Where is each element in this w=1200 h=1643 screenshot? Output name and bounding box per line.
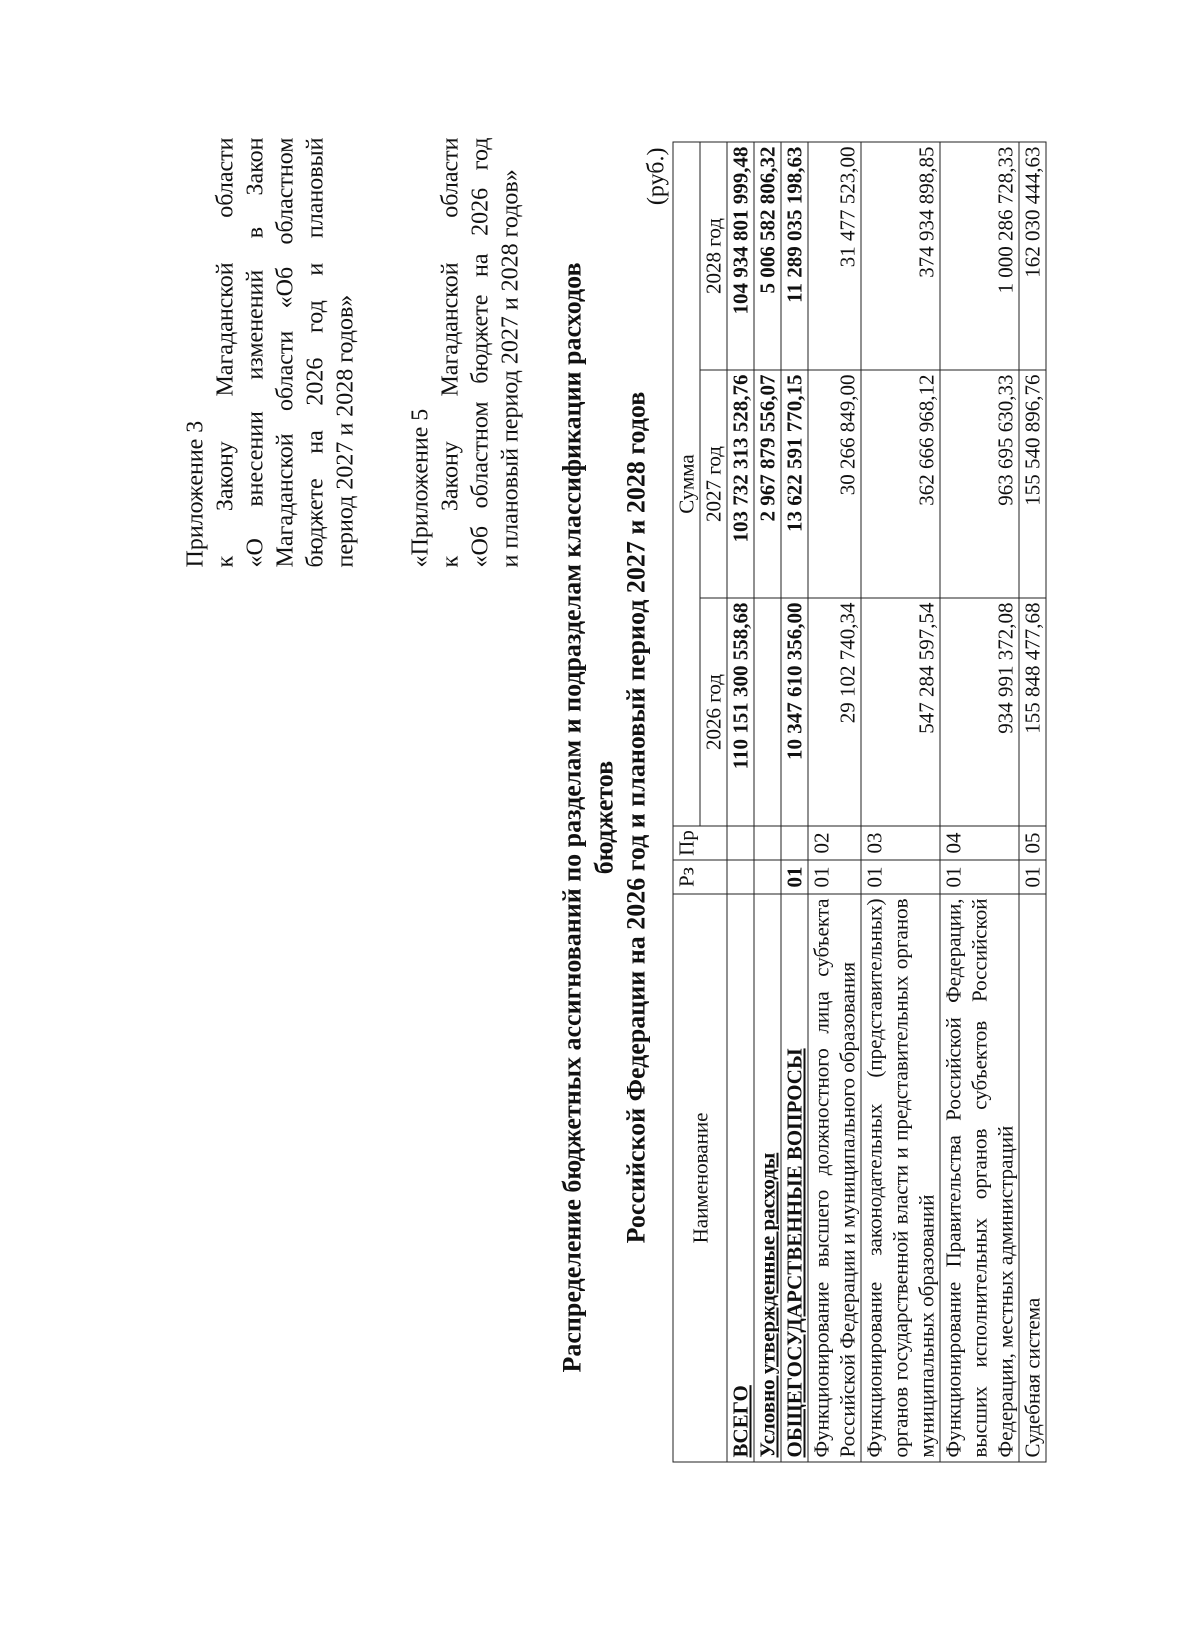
appendix-line: бюджете на 2026 год и плановый — [302, 137, 329, 568]
row-2026 — [754, 598, 781, 826]
header-2026: 2026 год — [700, 598, 727, 826]
row-2028: 31 477 523,00 — [808, 142, 861, 370]
row-pr — [781, 826, 808, 860]
appendix-line: «Об областном бюджете на 2026 год — [467, 137, 494, 568]
row-pr: 04 — [940, 826, 1019, 860]
rotated-document-page — [1, 0, 1200, 1643]
row-2027: 963 695 630,33 — [940, 370, 1019, 598]
title-line-1: Распределение бюджетных ассигнований по разделам и подразделам классификации расходов бюджетов — [557, 262, 619, 1373]
header-name: Наименование — [673, 894, 727, 1462]
row-2027: 13 622 591 770,15 — [781, 370, 808, 598]
table-row — [1019, 142, 1046, 1462]
header-sum: Сумма — [673, 142, 700, 826]
table-row — [781, 142, 808, 1462]
row-2026: 10 347 610 356,00 — [781, 598, 808, 826]
unit-label: (руб.) — [643, 147, 670, 206]
appendix-line: Магаданской области «Об областном — [272, 137, 299, 568]
row-name: Функционирование высшего должностного лица субъекта Российской Федерации и муниципального образования — [808, 894, 861, 1462]
appendix-line: «Приложение 5 — [407, 408, 434, 568]
row-2026: 110 151 300 558,68 — [727, 598, 754, 826]
table-row — [727, 142, 754, 1462]
row-rz — [727, 860, 754, 894]
row-2026: 934 991 372,08 — [940, 598, 1019, 826]
header-pr: Пр — [673, 826, 727, 860]
appendix-line: и плановый период 2027 и 2028 годов» — [497, 169, 524, 568]
title-line-2: Российской Федерации на 2026 год и плановый период 2027 и 2028 годов — [621, 391, 651, 1244]
row-rz: 01 — [1019, 860, 1046, 894]
row-2028: 1 000 286 728,33 — [940, 142, 1019, 370]
row-pr — [727, 826, 754, 860]
appendix-line: «О внесении изменений в Закон — [242, 137, 269, 568]
row-2027: 103 732 313 528,76 — [727, 370, 754, 598]
row-rz: 01 — [861, 860, 940, 894]
row-2028: 374 934 898,85 — [861, 142, 940, 370]
row-2026: 155 848 477,68 — [1019, 598, 1046, 826]
row-name: Условно утвержденные расходы — [754, 894, 781, 1462]
header-rz: Рз — [673, 860, 727, 894]
appendix-3-header — [181, 138, 361, 568]
appendix-line: к Закону Магаданской области — [212, 137, 239, 568]
row-rz: 01 — [808, 860, 861, 894]
row-2026: 29 102 740,34 — [808, 598, 861, 826]
table-row — [861, 142, 940, 1462]
row-rz: 01 — [781, 860, 808, 894]
appendix-line: период 2027 и 2028 годов» — [332, 294, 359, 568]
row-pr: 02 — [808, 826, 861, 860]
row-2027: 155 540 896,76 — [1019, 370, 1046, 598]
appendix-5-header — [406, 138, 526, 568]
row-rz: 01 — [940, 860, 1019, 894]
row-pr: 03 — [861, 826, 940, 860]
document-title — [557, 253, 653, 1383]
row-2026: 547 284 597,54 — [861, 598, 940, 826]
row-2027: 30 266 849,00 — [808, 370, 861, 598]
table-row — [754, 142, 781, 1462]
row-pr: 05 — [1019, 826, 1046, 860]
table-row — [808, 142, 861, 1462]
header-2028: 2028 год — [700, 142, 727, 370]
row-2028: 5 006 582 806,32 — [754, 142, 781, 370]
appendix-line: Приложение 3 — [182, 420, 209, 568]
row-rz — [754, 860, 781, 894]
row-name: Функционирование законодательных (представительных) органов государственной власти и представительных органов муниципальных образований — [861, 894, 940, 1462]
row-2028: 11 289 035 198,63 — [781, 142, 808, 370]
row-name: Функционирование Правительства Российской Федерации, высших исполнительных органов субъектов Российской Федерации, местных администраций — [940, 894, 1019, 1462]
row-name: Судебная система — [1019, 894, 1046, 1462]
row-2027: 362 666 968,12 — [861, 370, 940, 598]
row-2027: 2 967 879 556,07 — [754, 370, 781, 598]
table-row — [940, 142, 1019, 1462]
budget-table — [673, 141, 1047, 1462]
header-2027: 2027 год — [700, 370, 727, 598]
row-2028: 162 030 444,63 — [1019, 142, 1046, 370]
appendix-line: к Закону Магаданской области — [437, 137, 464, 568]
row-name: ВСЕГО — [727, 894, 754, 1462]
row-2028: 104 934 801 999,48 — [727, 142, 754, 370]
row-pr — [754, 826, 781, 860]
table-header-row — [673, 142, 700, 1462]
row-name: ОБЩЕГОСУДАРСТВЕННЫЕ ВОПРОСЫ — [781, 894, 808, 1462]
